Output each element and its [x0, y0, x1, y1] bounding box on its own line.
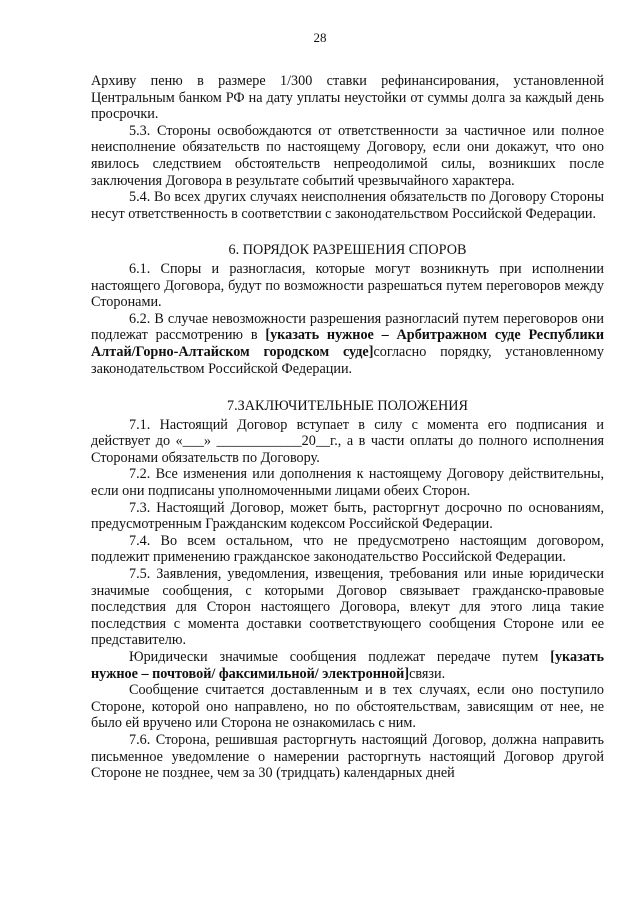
- paragraph-7-1: 7.1. Настоящий Договор вступает в силу с момента его подписания и действует до «___» ____________20__г., а в части оплаты до полного исполнения Сторонами обязательств по Договору.: [91, 416, 604, 466]
- court-placeholder: [указать нужное – Арбитражном суде Республики Алтай/Горно-Алтайском городском суде]: [91, 327, 604, 360]
- paragraph-7-6: 7.6. Сторона, решившая расторгнуть настоящий Договор, должна направить письменное уведомление о намерении расторгнуть настоящий Договор другой Стороне не позднее, чем за 30 (тридцать) календарных дней: [91, 731, 604, 782]
- communication-placeholder: [указать нужное – почтовой/ факсимильной/ электронной]: [91, 649, 604, 682]
- paragraph-7-5: 7.5. Заявления, уведомления, извещения, требования или иные юридически значимые сообщения, с которыми Договор связывает гражданско-правовые последствия для Сторон настоящего Договора, влекут для этого лица такие последствия с момента доставки соответствующего сообщения Стороне или ее представителю.: [91, 566, 604, 649]
- paragraph-7-4: 7.4. Во всем остальном, что не предусмотрено настоящим договором, подлежит применению гражданское законодательство Российской Федерации.: [91, 532, 604, 566]
- paragraph-legal-text: Юридически значимые сообщения подлежат передаче путем: [129, 649, 551, 665]
- paragraph-legal-tail: связи.: [409, 665, 446, 682]
- document-body: [91, 73, 604, 782]
- paragraph-6-1: 6.1. Споры и разногласия, которые могут возникнуть при исполнении настоящего Договора, будут по возможности разрешаться путем переговоров между Сторонами.: [91, 260, 604, 311]
- page-number: 28: [313, 30, 327, 45]
- paragraph-7-3: 7.3. Настоящий Договор, может быть, расторгнут досрочно по основаниям, предусмотренным Гражданским кодексом Российской Федерации.: [91, 499, 604, 533]
- paragraph-continued: Архиву пеню в размере 1/300 ставки рефинансирования, установленной Центральным банком РФ на дату уплаты неустойки от суммы долга за каждый день просрочки.: [91, 73, 604, 123]
- paragraph-5-4: 5.4. Во всех других случаях неисполнения обязательств по Договору Стороны несут ответственность в соответствии с законодательством Российской Федерации.: [91, 189, 604, 222]
- paragraph-6-2-text: 6.2. В случае невозможности разрешения разногласий путем переговоров они подлежат рассмотрению в: [91, 310, 604, 344]
- paragraph-6-2: [91, 311, 604, 377]
- paragraph-5-3: 5.3. Стороны освобождаются от ответственности за частичное или полное неисполнение обязательств по настоящему Договору, если они докажут, что оно явилось следствием обстоятельств непреодолимой силы, возникших после заключения Договора в результате событий чрезвычайного характера.: [91, 122, 604, 189]
- paragraph-legal-messages: [91, 649, 604, 682]
- section-7-heading: 7.ЗАКЛЮЧИТЕЛЬНЫЕ ПОЛОЖЕНИЯ: [227, 398, 468, 415]
- paragraph-7-2: 7.2. Все изменения или дополнения к настоящему Договору действительны, если они подписаны уполномоченными лицами обеих Сторон.: [91, 466, 604, 500]
- paragraph-delivered: Сообщение считается доставленным и в тех случаях, если оно поступило Стороне, которой оно направлено, но по обстоятельствам, зависящим от нее, не было ей вручено или Сторона не ознакомилась с ним.: [91, 682, 604, 732]
- section-6-heading: 6. ПОРЯДОК РАЗРЕШЕНИЯ СПОРОВ: [228, 242, 467, 259]
- paragraph-6-2-tail: согласно порядку, установленному законодательством Российской Федерации.: [91, 343, 604, 377]
